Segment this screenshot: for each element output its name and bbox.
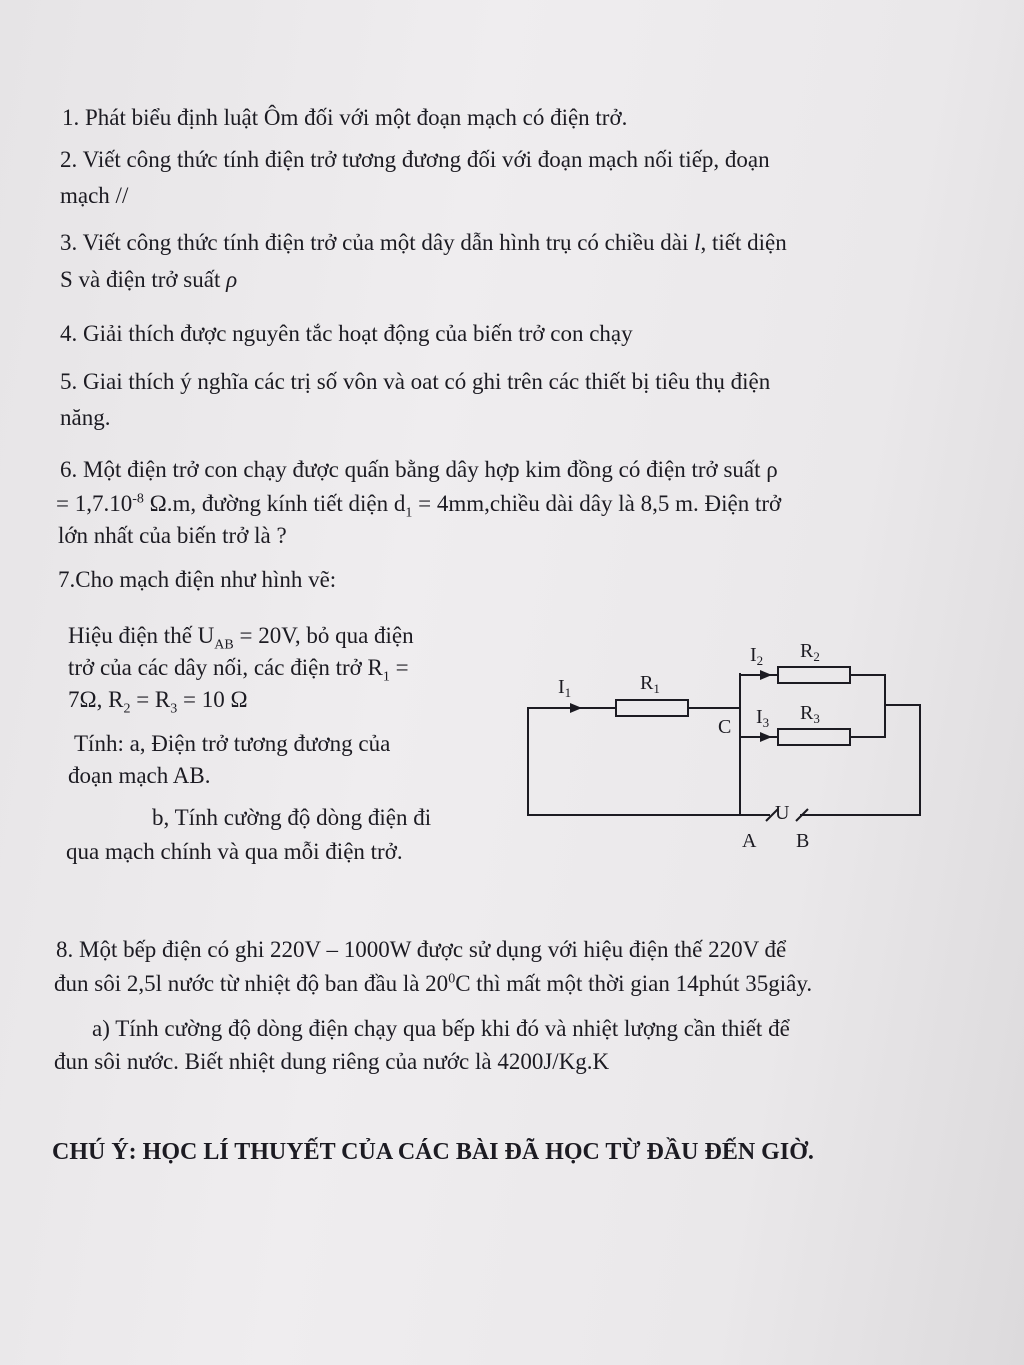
question-8-line-2: đun sôi 2,5l nước từ nhiệt độ ban đầu là $20^0C$ thì mất một thời gian 14phút 35giây. [54,971,813,996]
question-7-part-b-line-2: qua mạch chính và qua mỗi điện trở. [66,839,403,864]
question-7-part-a-line-1: Tính: a, Điện trở tương đương của [74,731,391,756]
question-6-line-2: = $1,7.10^{-8}$ Ω.m, đường kính tiết diện $d_1$ = 4mm,chiều dài dây là 8,5 m. Điện trở [56,491,782,521]
question-7-given-line-3: 7Ω, $R_2 = R_3 = 10$ Ω [68,687,248,717]
arrow-i3 [760,732,772,742]
question-4: 4. Giải thích được nguyên tắc hoạt động của biến trở con chạy [60,321,633,346]
question-7-given-line-2: trở của các dây nối, các điện trở $R_1$ = [68,655,409,685]
label-r2: $R_2$ [800,640,820,664]
question-7-part-b-line-1: b, Tính cường độ dòng điện đi [152,805,432,830]
question-8-part-a-line-1: a) Tính cường độ dòng điện chạy qua bếp khi đó và nhiệt lượng cần thiết để [92,1016,790,1041]
question-2-line-2: mạch // [60,183,129,208]
question-7-title: 7.Cho mạch điện như hình vẽ: [58,567,337,592]
label-i3: $I_3$ [756,706,770,730]
question-6-line-3: lớn nhất của biến trở là ? [58,523,287,548]
label-r3: $R_3$ [800,702,820,726]
question-3-line-2: S và điện trở suất ρ [60,267,238,292]
arrow-i2 [760,670,772,680]
resistor-r2 [778,667,850,683]
question-1: 1. Phát biểu định luật Ôm đối với một đoạn mạch có điện trở. [62,105,628,130]
question-7-given-line-1: Hiệu điện thế $U_{AB} = 20V$, bỏ qua điện [68,623,414,653]
question-5-line-2: năng. [60,405,111,430]
question-7-part-a-line-2: đoạn mạch AB. [68,763,211,788]
resistor-r1 [616,700,688,716]
study-note: CHÚ Ý: HỌC LÍ THUYẾT CỦA CÁC BÀI ĐÃ HỌC TỪ ĐẦU ĐẾN GIỜ. [52,1139,814,1165]
main-wire-left [528,708,740,815]
question-5-line-1: 5. Giai thích ý nghĩa các trị số vôn và oat có ghi trên các thiết bị tiêu thụ điện [60,369,771,394]
label-node-c: C [718,716,732,738]
circuit-diagram [500,625,940,865]
label-u: U [775,802,790,824]
resistor-r3 [778,729,850,745]
question-8-line-1: 8. Một bếp điện có ghi 220V – 1000W được sử dụng với hiệu điện thế 220V để [56,937,787,962]
arrow-i1 [570,703,582,713]
question-8-part-a-line-2: đun sôi nước. Biết nhiệt dung riêng của nước là 4200J/Kg.K [54,1049,610,1074]
label-b: B [796,830,810,852]
label-r1: $R_1$ [640,672,660,696]
question-2-line-1: 2. Viết công thức tính điện trở tương đương đối với đoạn mạch nối tiếp, đoạn [60,147,770,172]
label-i2: $I_2$ [750,644,764,668]
label-a: A [742,830,757,852]
label-i1: $I_1$ [558,676,572,700]
question-6-line-1: 6. Một điện trở con chạy được quấn bằng dây hợp kim đồng có điện trở suất ρ [60,457,778,482]
question-3-line-1: 3. Viết công thức tính điện trở của một dây dẫn hình trụ có chiều dài l, tiết diện [60,230,787,255]
wire-r2-r3-right [850,675,885,737]
